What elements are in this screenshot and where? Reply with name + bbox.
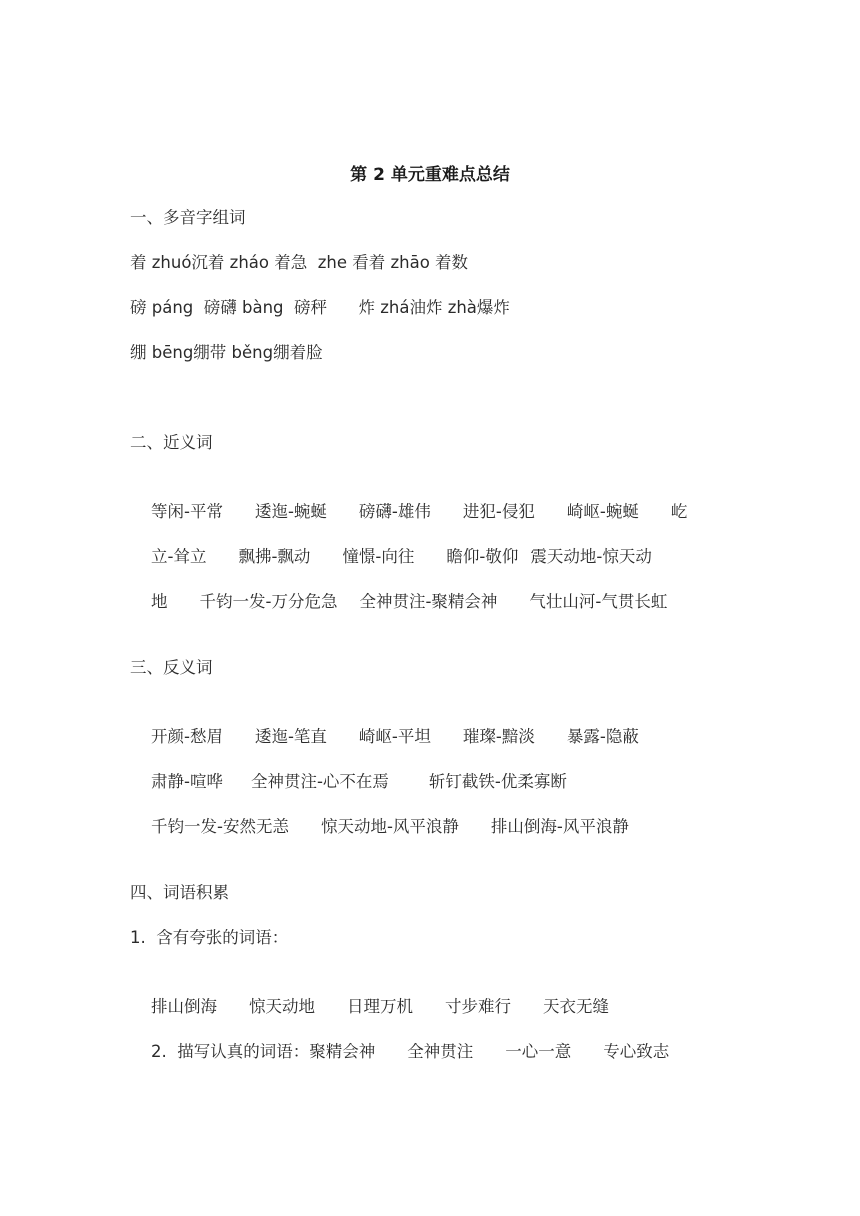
word: 一心一意: [505, 1042, 572, 1061]
word: 专心致志: [603, 1042, 670, 1061]
diligence-words-line: [130, 1016, 669, 1088]
word: 聚精会神: [309, 1042, 376, 1061]
word-pair: 肃静-喧哗: [150, 772, 223, 791]
diligence-label: 2. 描写认真的词语：: [150, 1042, 310, 1061]
word-pair: 惊天动地-风平浪静: [320, 817, 459, 836]
word-pair: 气壮山河-气贯长虹: [529, 592, 668, 611]
word-pair: 磅礴-雄伟: [358, 502, 431, 521]
exaggeration-label: 1. 含有夸张的词语：: [130, 928, 289, 947]
word-pair: 等闲-平常: [150, 502, 223, 521]
polyphonic-line-2: 磅 páng 磅礴 bàng 磅秤 炸 zhá油炸 zhà爆炸: [130, 298, 510, 317]
section-heading-vocabulary: 四、词语积累: [130, 883, 229, 902]
word-pair: 憧憬-向往: [342, 547, 415, 566]
polyphonic-line-1: 着 zhuó沉着 zháo 着急 zhe 看着 zhāo 着数: [130, 253, 469, 272]
word: 全神贯注: [407, 1042, 474, 1061]
word: 日理万机: [346, 997, 413, 1016]
word-pair: 瞻仰-敬仰: [446, 547, 519, 566]
page-title: 第 2 单元重难点总结: [350, 165, 510, 185]
word-pair: 全神贯注-聚精会神: [359, 592, 498, 611]
word: 天衣无缝: [542, 997, 609, 1016]
word-pair: 千钧一发-安然无恙: [150, 817, 289, 836]
word-pair: 排山倒海-风平浪静: [490, 817, 629, 836]
word-pair: 全神贯注-心不在焉: [250, 772, 389, 791]
word-pair: 开颜-愁眉: [150, 727, 223, 746]
antonyms-row-3: [130, 791, 629, 863]
word-pair: 崎岖-蜿蜒: [566, 502, 639, 521]
word-pair: 飘拂-飘动: [238, 547, 311, 566]
word: 排山倒海: [150, 997, 217, 1016]
word-pair: 地: [150, 592, 168, 611]
section-heading-synonyms: 二、近义词: [130, 433, 213, 452]
word-pair: 震天动地-惊天动: [530, 547, 652, 566]
word-pair: 立-耸立: [150, 547, 207, 566]
word-pair: 千钧一发-万分危急: [199, 592, 338, 611]
word-pair: 斩钉截铁-优柔寡断: [428, 772, 567, 791]
section-heading-polyphonic: 一、多音字组词: [130, 208, 246, 227]
polyphonic-line-3: 绷 bēng绷带 běng绷着脸: [130, 343, 323, 362]
word-pair: 璀璨-黯淡: [462, 727, 535, 746]
word-pair: 逶迤-笔直: [254, 727, 327, 746]
word: 寸步难行: [444, 997, 511, 1016]
synonyms-row-3: [130, 566, 667, 638]
word-pair: 暴露-隐蔽: [566, 727, 639, 746]
word-pair: 进犯-侵犯: [462, 502, 535, 521]
section-heading-antonyms: 三、反义词: [130, 658, 213, 677]
word: 惊天动地: [248, 997, 315, 1016]
word-pair: 屹: [670, 502, 688, 521]
word-pair: 逶迤-蜿蜒: [254, 502, 327, 521]
word-pair: 崎岖-平坦: [358, 727, 431, 746]
